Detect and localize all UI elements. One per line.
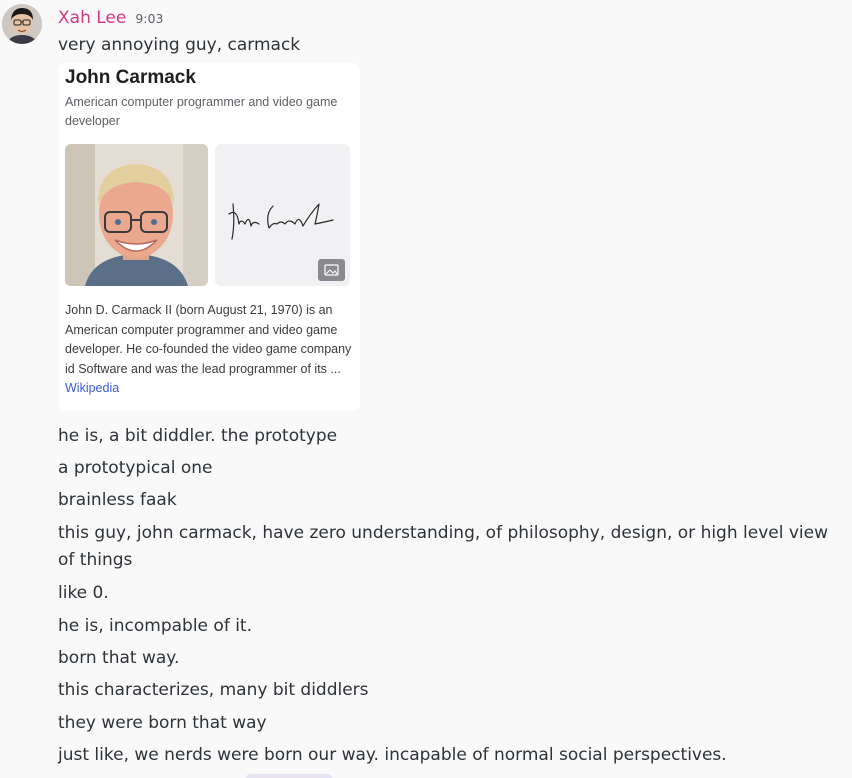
- card-description-text: John D. Carmack II (born August 21, 1970) is an American computer programmer and video game developer. He co-founded the video game company id Software and was the lead programmer of its ...: [65, 303, 352, 376]
- message-line: this characterizes, many bit diddlers: [58, 680, 369, 700]
- knowledge-card: [58, 63, 360, 411]
- message-line: born that way.: [58, 648, 180, 668]
- avatar-image: [2, 4, 42, 44]
- message-line: a prototypical one: [58, 458, 213, 478]
- message-line: like 0.: [58, 583, 109, 603]
- partial-embed-edge: [246, 774, 332, 778]
- image-icon: [318, 259, 345, 281]
- wikipedia-link[interactable]: Wikipedia: [65, 381, 120, 396]
- person-photo[interactable]: [65, 144, 208, 286]
- message-line: he is, a bit diddler. the prototype: [58, 426, 338, 446]
- image-gallery-icon[interactable]: [318, 259, 345, 281]
- person-photo-image: [65, 144, 208, 286]
- card-description: [65, 301, 357, 399]
- message-line: he is, incompable of it.: [58, 616, 252, 636]
- avatar[interactable]: [2, 4, 42, 44]
- message-timestamp[interactable]: 9:03: [135, 11, 164, 26]
- card-subtitle: American computer programmer and video game developer: [65, 95, 338, 128]
- message-line: very annoying guy, carmack: [58, 35, 301, 55]
- message-line: just like, we nerds were born our way. incapable of normal social perspectives.: [58, 745, 727, 765]
- author-name[interactable]: Xah Lee: [58, 8, 127, 28]
- message-line: this guy, john carmack, have zero understanding, of philosophy, design, or high level view of things: [58, 523, 829, 570]
- message-line: they were born that way: [58, 713, 267, 733]
- message-header: [58, 8, 163, 30]
- card-title: John Carmack: [65, 67, 196, 88]
- message-line: brainless faak: [58, 490, 177, 510]
- signature-image[interactable]: [215, 144, 350, 286]
